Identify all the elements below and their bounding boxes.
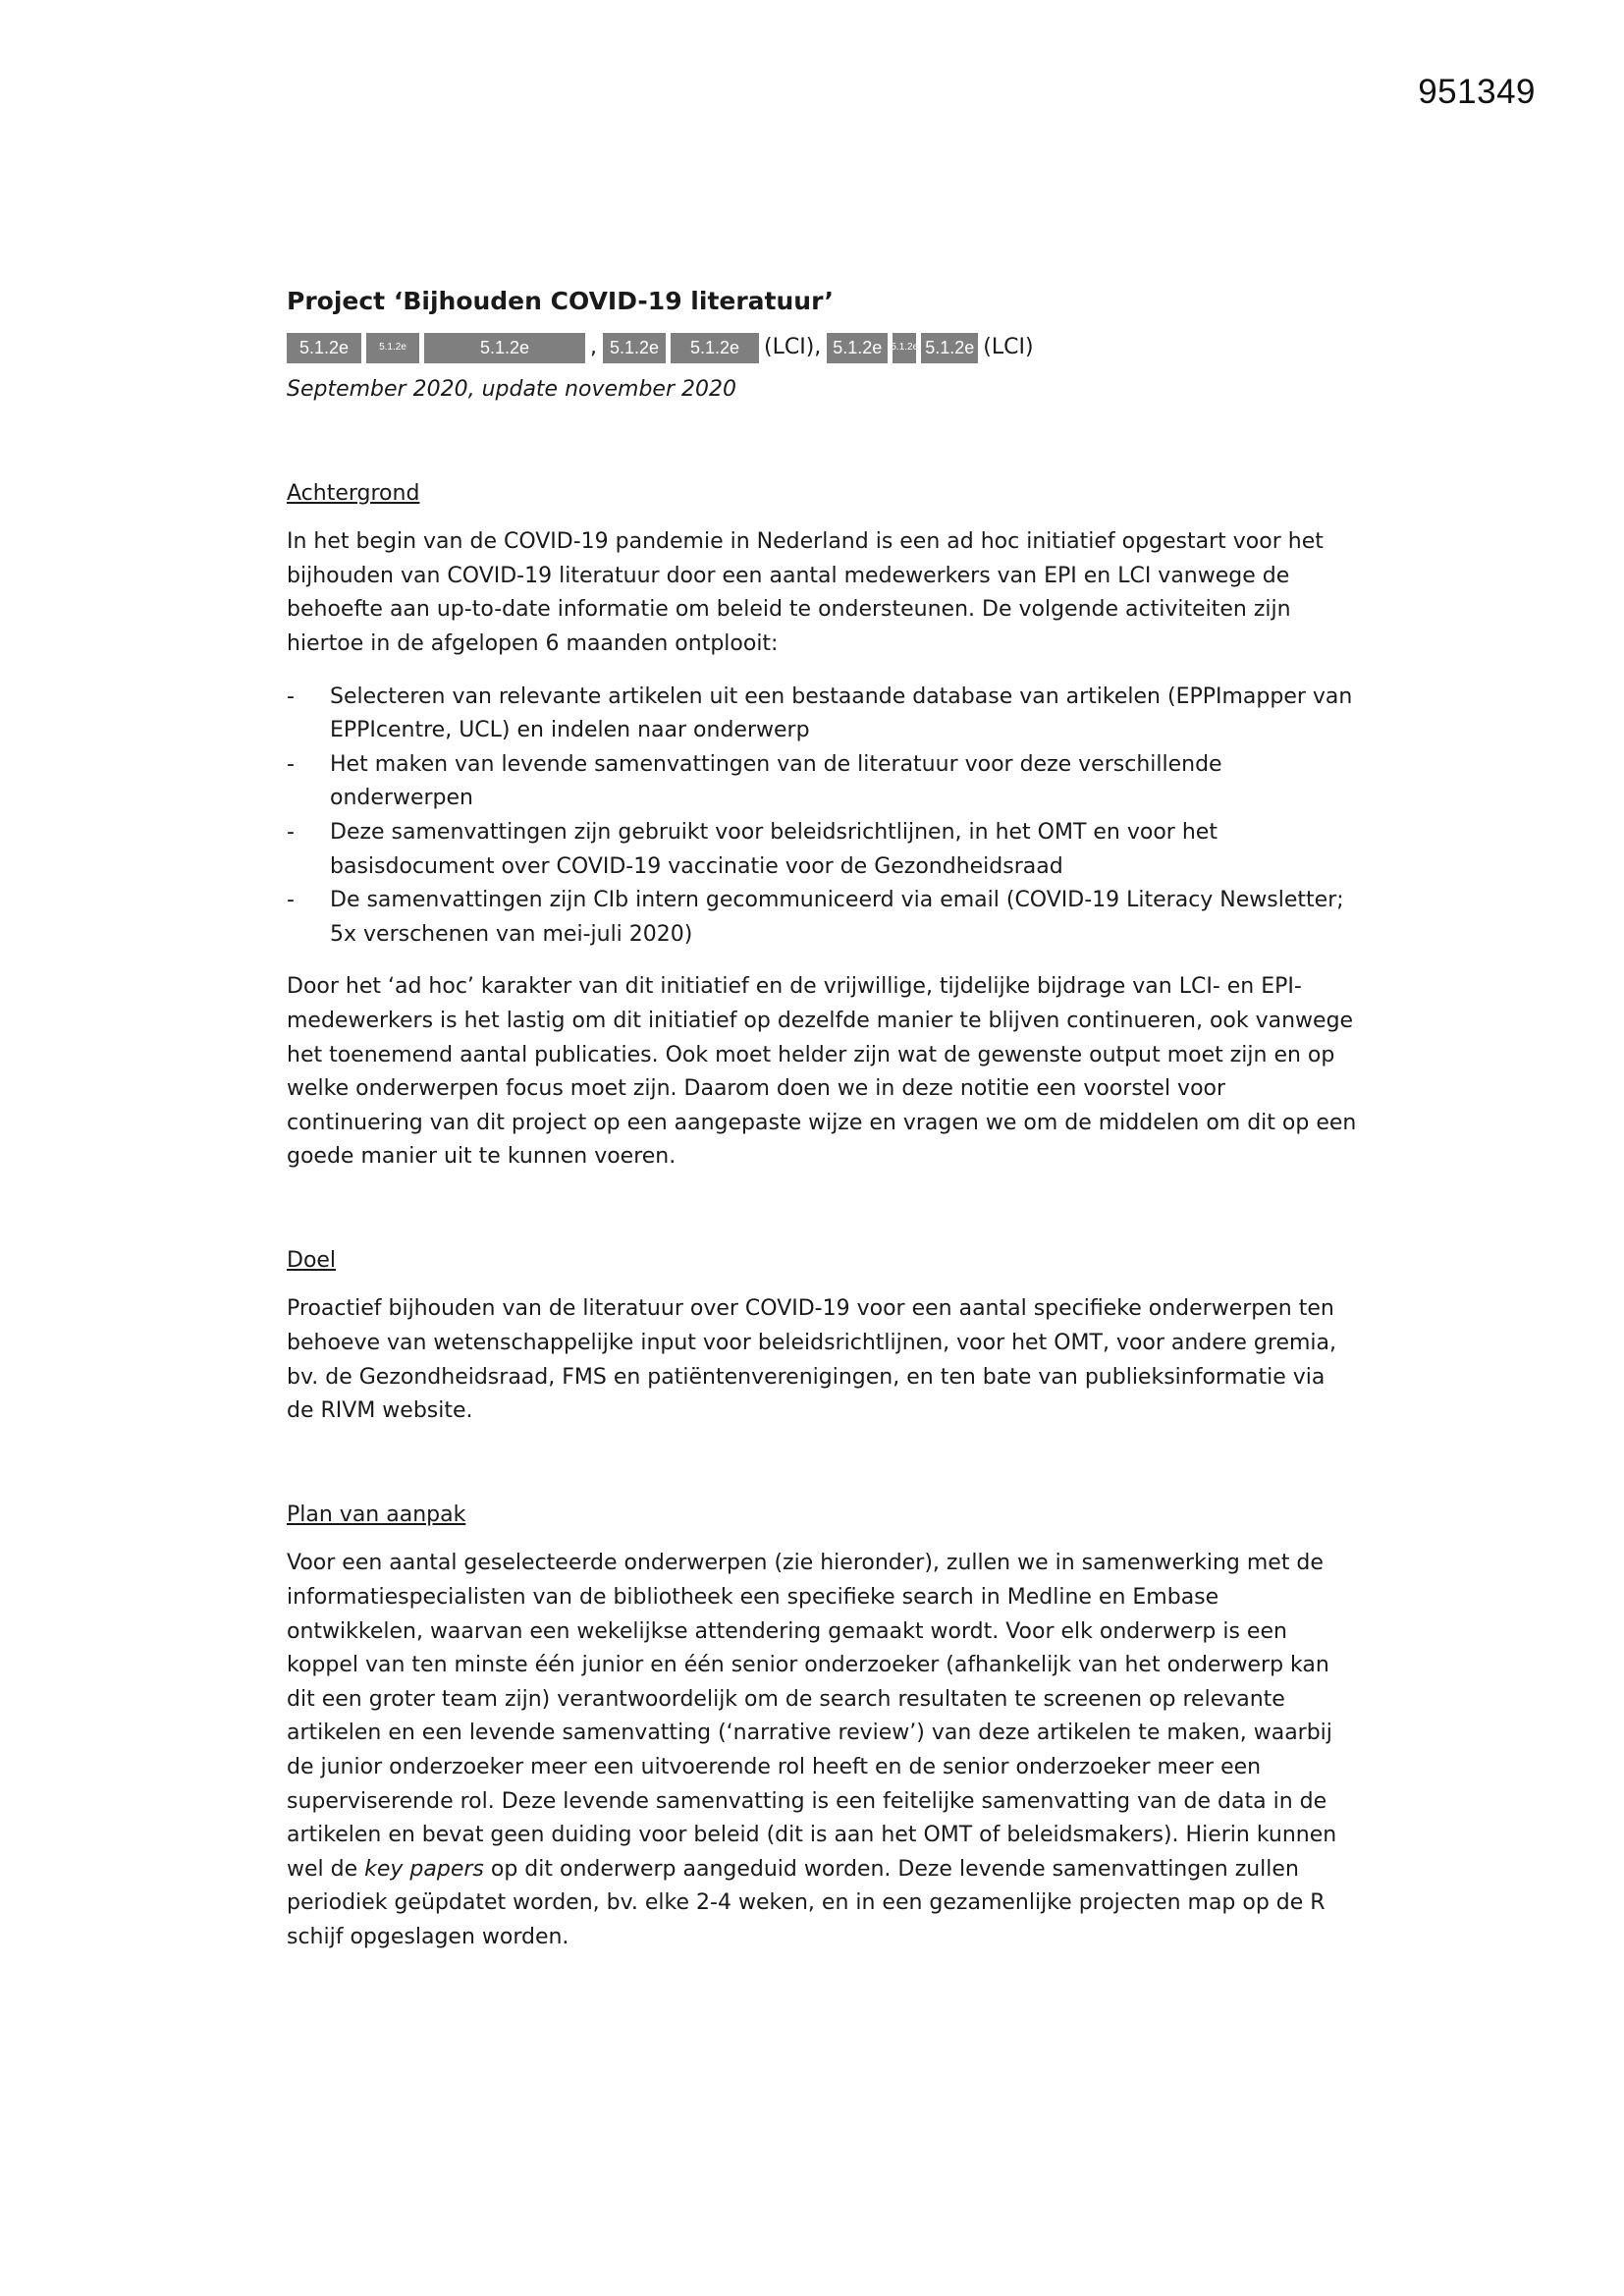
- heading-achtergrond: Achtergrond: [287, 480, 420, 506]
- document-id: 951349: [1418, 73, 1536, 111]
- document-title: Project ‘Bijhouden COVID-19 literatuur’: [287, 287, 834, 315]
- author-line: [287, 332, 1357, 363]
- plan-body-part-2: op dit onderwerp aangeduid worden. Deze levende samenvattingen zullen periodiek geüpdatet worden, bv. elke 2-4 weken, en in een gezamenlijke projecten map op de R schijf opgeslagen worden.: [287, 1856, 1326, 1949]
- list-item: - Het maken van levende samenvattingen van de literatuur voor deze verschillende onderwerpen: [287, 748, 1357, 816]
- plan-body-emphasis: key papers: [364, 1856, 484, 1882]
- list-item: - Selecteren van relevante artikelen uit een bestaande database van artikelen (EPPImapper van EPPIcentre, UCL) en indelen naar onderwerp: [287, 681, 1357, 748]
- redaction-box: 5.1.2e: [893, 333, 916, 363]
- redaction-box: 5.1.2e: [287, 333, 361, 363]
- redaction-box: 5.1.2e: [603, 333, 666, 363]
- plan-body: [287, 1547, 1357, 1954]
- achtergrond-closing: Door het ‘ad hoc’ karakter van dit initiatief en de vrijwillige, tijdelijke bijdrage van LCI- en EPI-medewerkers is het lastig om dit initiatief op dezelfde manier te blijven continueren, ook vanwege het toenemend aantal publicaties. Ook moet helder zijn wat de gewenste output moet zijn en op welke onderwerpen focus moet zijn. Daarom doen we in deze notitie een voorstel voor continuering van dit project op een aangepaste wijze en vragen we om de middelen om dit op een goede manier uit te kunnen voeren.: [287, 974, 1357, 1170]
- redaction-box: 5.1.2e: [424, 333, 585, 363]
- redaction-box: 5.1.2e: [366, 333, 419, 363]
- list-item: - Deze samenvattingen zijn gebruikt voor beleidsrichtlijnen, in het OMT en voor het basisdocument over COVID-19 vaccinatie voor de Gezondheidsraad: [287, 816, 1357, 884]
- list-item: - De samenvattingen zijn CIb intern gecommuniceerd via email (COVID-19 Literacy Newsletter; 5x verschenen van mei-juli 2020): [287, 884, 1357, 952]
- redaction-box: 5.1.2e: [921, 333, 978, 363]
- document-body: [287, 285, 1357, 1955]
- author-affiliation: ,: [590, 334, 597, 359]
- redaction-box: 5.1.2e: [671, 333, 759, 363]
- achtergrond-intro: In het begin van de COVID-19 pandemie in Nederland is een ad hoc initiatief opgestart voor het bijhouden van COVID-19 literatuur door een aantal medewerkers van EPI en LCI vanwege de behoefte aan up-to-date informatie om beleid te ondersteunen. De volgende activiteiten zijn hiertoe in de afgelopen 6 maanden ontplooit:: [287, 529, 1324, 656]
- author-affiliation: (LCI),: [764, 334, 822, 359]
- heading-plan-van-aanpak: Plan van aanpak: [287, 1502, 466, 1527]
- document-date: September 2020, update november 2020: [287, 377, 736, 402]
- author-affiliation: (LCI): [983, 334, 1034, 359]
- activities-list: [287, 681, 1357, 953]
- plan-body-part-1: Voor een aantal geselecteerde onderwerpen (zie hieronder), zullen we in samenwerking met de informatiespecialisten van de bibliotheek een specifieke search in Medline en Embase ontwikkelen, waarvan een wekelijkse attendering gemaakt wordt. Voor elk onderwerp is een koppel van ten minste één junior en één senior onderzoeker (afhankelijk van het onderwerp kan dit een groter team zijn) verantwoordelijk om de search resultaten te screenen op relevante artikelen en een levende samenvatting (‘narrative review’) van deze artikelen te maken, waarbij de junior onderzoeker meer een uitvoerende rol heeft en de senior onderzoeker meer een superviserende rol. Deze levende samenvatting is een feitelijke samenvatting van de data in de artikelen en bevat geen duiding voor beleid (dit is aan het OMT of beleidsmakers). Hierin kunnen wel de: [287, 1551, 1337, 1882]
- heading-doel: Doel: [287, 1247, 337, 1273]
- redaction-box: 5.1.2e: [827, 333, 888, 363]
- doel-body: Proactief bijhouden van de literatuur over COVID-19 voor een aantal specifieke onderwerpen ten behoeve van wetenschappelijke input voor beleidsrichtlijnen, voor het OMT, voor andere gremia, bv. de Gezondheidsraad, FMS en patiëntenverenigingen, en ten bate van publieksinformatie via de RIVM website.: [287, 1296, 1337, 1424]
